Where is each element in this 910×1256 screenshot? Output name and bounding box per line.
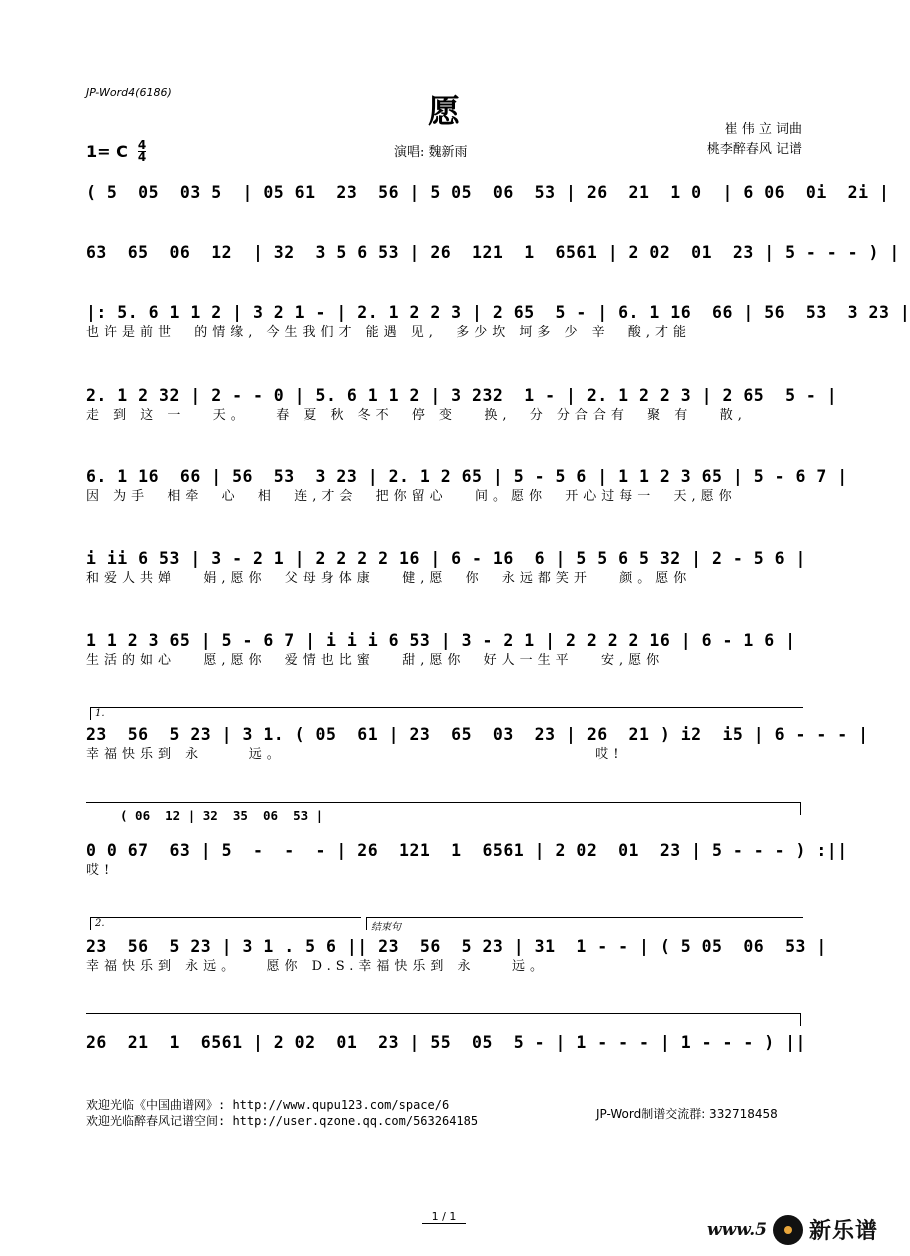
lyrics-line: 走 到 这 一 天。 春 夏 秋 冬不 停 变 换, 分 分合合有 聚 有 散, [86,408,747,423]
notes-line: 23 56 5 23 | 3 1. ( 05 61 | 23 65 03 23 | 26 21 ) i2 i5 | 6 - - - | [86,725,869,744]
credits [707,120,802,160]
watermark [707,1214,878,1245]
qq-group: JP-Word制谱交流群: 332718458 [596,1107,778,1121]
volta-label: 1. [95,708,105,719]
lyrics-line: 因 为手 相牵 心 相 连,才会 把你留心 间。愿你 开心过每一 天,愿你 [86,489,737,504]
score-system-10 [86,936,827,976]
score-system-1 [86,182,890,204]
final-bracket-line [86,1013,801,1026]
watermark-site: www.5 [707,1219,767,1240]
lyrics-line: 幸福快乐到 永远。 愿你 D.S.幸福快乐到 永 远。 [86,959,548,974]
score-system-3 [86,302,910,342]
lyrics-line: 幸福快乐到 永 远。 哎! [86,747,624,762]
singer: 演唱: 魏新雨 [394,145,468,160]
notes-line: i ii 6 53 | 3 - 2 1 | 2 2 2 2 16 | 6 - 16 6 | 5 5 6 5 32 | 2 - 5 6 | [86,549,806,568]
notes-line: 0 0 67 63 | 5 - - - | 26 121 1 6561 | 2 02 01 23 | 5 - - - ) :|| [86,841,848,860]
volta-bracket-2 [90,917,361,930]
footer-link-2: 欢迎光临醉春风记谱空间: http://user.qzone.qq.com/563264185 [86,1114,479,1128]
notes-line: |: 5. 6 1 1 2 | 3 2 1 - | 2. 1 2 2 3 | 2 65 5 - | 6. 1 16 66 | 56 53 3 23 | [86,303,910,322]
ending-label: 结束句 [371,922,401,933]
lyrics-line: 也许是前世 的情缘, 今生我们才 能遇 见, 多少坎 坷多 少 辛 酸,才能 [86,325,691,340]
software-tag: JP-Word4(6186) [86,86,172,99]
lyrics-line: 和爱人共婵 娟,愿你 父母身体康 健,愿 你 永远都笑开 颜。愿你 [86,571,692,586]
key-label: 1= C [86,142,128,161]
watermark-brand: 新乐谱 [808,1219,878,1244]
score-system-6 [86,548,804,588]
score-system-9-prefix [120,808,420,826]
volta-label: 2. [95,918,105,929]
vinyl-disc-icon [773,1215,803,1245]
key-signature [86,140,146,163]
time-signature [138,140,146,163]
score-system-4 [86,385,838,425]
footer-link-1: 欢迎光临《中国曲谱网》: http://www.qupu123.com/space/6 [86,1098,450,1112]
notes-line: 63 65 06 12 | 32 3 5 6 53 | 26 121 1 6561 | 2 02 01 23 | 5 - - - ) | [86,243,900,262]
lyrics-line: 哎! [86,863,115,878]
ending-bracket [366,917,803,933]
notes-line: 23 56 5 23 | 3 1 . 5 6 || 23 56 5 23 | 31 1 - - | ( 5 05 06 53 | [86,937,827,956]
score-system-7 [86,630,804,670]
lyrics-line: 生活的如心 愿,愿你 爱情也比蜜 甜,愿你 好人一生平 安,愿你 [86,653,665,668]
notes-line: 6. 1 16 66 | 56 53 3 23 | 2. 1 2 65 | 5 - 5 6 | 1 1 2 3 65 | 5 - 6 7 | [86,467,848,486]
time-top: 4 [137,138,147,152]
credit-lyrics-music: 崔 伟 立 词曲 [724,122,802,137]
notes-line: ( 5 05 03 5 | 05 61 23 56 | 5 05 06 53 | 26 21 1 0 | 6 06 0i 2i | [86,183,890,202]
page-number-text: 1 / 1 [422,1210,467,1224]
notes-line: 2. 1 2 32 | 2 - - 0 | 5. 6 1 1 2 | 3 232 1 - | 2. 1 2 2 3 | 2 65 5 - | [86,386,838,405]
score-system-8 [86,724,869,764]
time-bottom: 4 [137,150,147,164]
footer-links [86,1097,478,1129]
notes-line: 1 1 2 3 65 | 5 - 6 7 | i i i 6 53 | 3 - 2 1 | 2 2 2 2 16 | 6 - 1 6 | [86,631,796,650]
score-system-9 [86,840,848,880]
page-title: 愿 [427,92,460,130]
notes-line: 26 21 1 6561 | 2 02 01 23 | 55 05 5 - | 1 - - - | 1 - - - ) || [86,1033,806,1052]
score-system-11 [86,1032,804,1054]
score-system-2 [86,242,900,264]
credit-transcriber: 桃李醉春风 记谱 [706,142,802,157]
prefix-notes: ( 06 12 | 32 35 06 53 | [120,808,324,823]
score-system-5 [86,466,848,506]
volta-bracket-1 [90,707,803,720]
